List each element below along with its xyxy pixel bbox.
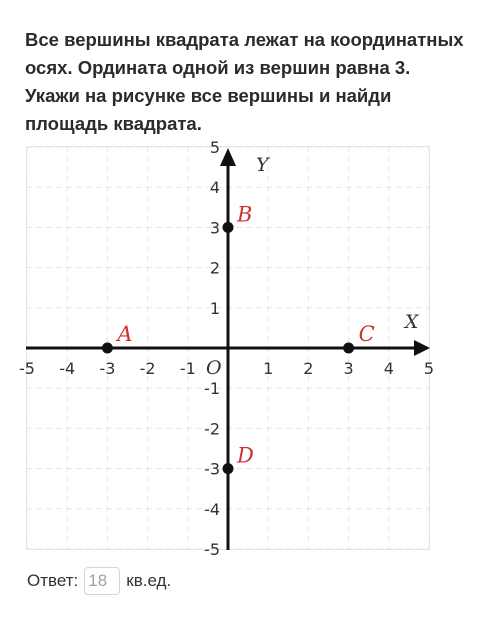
axes bbox=[26, 148, 430, 550]
y-tick-label: 2 bbox=[209, 258, 220, 278]
x-tick-label: 1 bbox=[263, 359, 274, 378]
vertex-c-label: C bbox=[358, 322, 375, 346]
y-tick-label: -3 bbox=[204, 459, 220, 479]
x-tick-label: 2 bbox=[303, 359, 314, 378]
y-tick-label: -2 bbox=[204, 419, 220, 439]
y-tick-label: -1 bbox=[204, 379, 220, 399]
vertex-d-label: D bbox=[237, 443, 254, 468]
y-axis-arrow bbox=[220, 148, 236, 166]
answer-unit: кв.ед. bbox=[126, 571, 172, 590]
answer-label: Ответ: bbox=[27, 571, 79, 590]
x-axis-label: X bbox=[404, 311, 419, 333]
vertex-a-dot[interactable] bbox=[102, 343, 113, 354]
y-tick-label: 4 bbox=[209, 178, 220, 198]
y-axis-label: Y bbox=[256, 154, 269, 177]
y-tick-label: 5 bbox=[209, 138, 220, 157]
vertices[interactable] bbox=[102, 202, 375, 474]
x-tick-label: -3 bbox=[99, 359, 116, 378]
vertex-a-label: A bbox=[117, 322, 133, 346]
y-tick-label: 3 bbox=[209, 218, 220, 238]
answer-row bbox=[27, 566, 171, 596]
vertex-b-label: B bbox=[237, 202, 253, 227]
coordinate-plane[interactable] bbox=[19, 138, 435, 559]
y-tick-label: -4 bbox=[204, 499, 220, 519]
y-tick-label: -5 bbox=[204, 540, 220, 559]
x-tick-label: 5 bbox=[423, 359, 435, 378]
x-tick-label: -1 bbox=[179, 359, 196, 378]
x-tick-label: 4 bbox=[383, 359, 394, 378]
vertex-d-dot[interactable] bbox=[223, 463, 234, 474]
vertex-c-dot[interactable] bbox=[343, 343, 354, 354]
x-axis-arrow bbox=[414, 340, 430, 356]
y-tick-label: 1 bbox=[209, 298, 220, 318]
x-tick-label: -4 bbox=[59, 359, 76, 378]
task-text: Все вершины квадрата лежат на координатных осях. Ордината одной из вершин равна 3. Укажи на рисунке все вершины и найди площадь квадрата. bbox=[25, 29, 464, 134]
x-tick-label: -2 bbox=[139, 359, 156, 378]
vertex-b-dot[interactable] bbox=[223, 222, 234, 233]
x-tick-label: 3 bbox=[343, 359, 354, 378]
origin-label: O bbox=[206, 357, 222, 379]
answer-input[interactable] bbox=[84, 567, 120, 595]
x-tick-label: -5 bbox=[19, 359, 35, 378]
